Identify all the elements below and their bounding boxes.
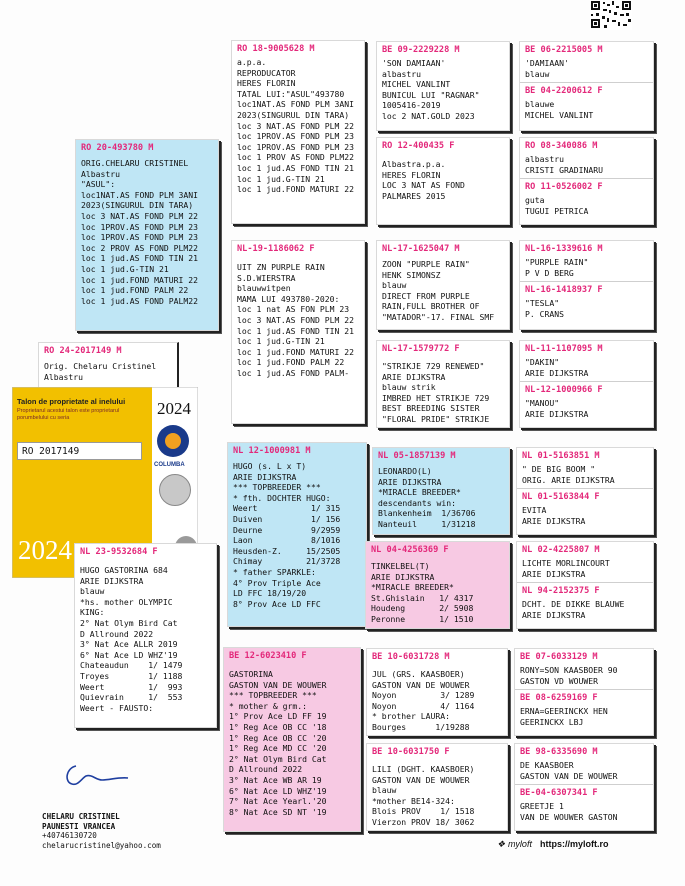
card-details: LEONARDO(L) ARIE DIJKSTRA *MIRACLE BREEDER* descendants win: Blankenheim 1/36706 Nanteuil 1/31218 <box>378 466 476 529</box>
card-details: 'DAMIAAN' blauw <box>525 58 569 79</box>
card-details: EVITA ARIE DIJKSTRA <box>522 505 586 526</box>
pedigree-card-subject-sire <box>231 40 365 224</box>
signature-icon <box>62 760 132 790</box>
certificate-ring-number: RO 2017149 <box>17 442 142 460</box>
pedigree-card-grandsire <box>376 240 510 330</box>
ring-number: BE 07-6033129 M <box>520 652 598 662</box>
card-details: a.p.a. REPRODUCATOR HERES FLORIN TATAL LUI:"ASUL"493780 loc1NAT.AS FOND PLM 3ANI 2023(SINGURUL DIN TARA) loc 3 NAT.AS FOND PLM 22 loc 1PROV.AS FOND PLM 23 loc 1PROV.AS FOND PLM 23 loc 1 PROV AS FOND PLM22 loc 1 jud.AS FOND TIN 21 loc 1 jud.G-TIN 21 loc 1 jud.FOND MATURI 22 <box>237 57 354 195</box>
card-details: blauwe MICHEL VANLINT <box>525 99 594 120</box>
pedigree-card-grandsire <box>376 41 510 131</box>
qr-code-icon <box>590 0 632 30</box>
card-details: "STRIKJE 729 RENEWED" ARIE DIJKSTRA blauw strik IMBRED HET STRIKJE 729 BEST BREEDING SISTER "FLORAL PRIDE" STRIKJE <box>382 361 490 424</box>
card-details: Orig. Chelaru Cristinel Albastru <box>44 361 157 382</box>
ring-number: RO 18-9005628 M <box>237 44 315 54</box>
card-details: Albastra.p.a. HERES FLORIN LOC 3 NAT AS FOND PALMARES 2015 <box>382 159 465 201</box>
ring-number: NL 94-2152375 F <box>517 582 653 598</box>
pedigree-card-great-grandparents <box>516 447 654 535</box>
ring-number: RO 24-2017149 M <box>44 346 122 356</box>
certificate-subtitle: Proprietarul acestui talon este proprietarul porumbelului cu seria <box>17 408 120 421</box>
card-details: guta TUGUI PETRICA <box>525 195 589 216</box>
pedigree-card-great-grandparents <box>514 743 654 831</box>
card-details: "PURPLE RAIN" P V D BERG <box>525 257 589 278</box>
card-details: ERNA=GEERINCKX HEN GEERINCKX LBJ <box>520 706 608 727</box>
card-details: HUGO (s. L x T) ARIE DIJKSTRA *** TOPBREEDER *** * fth. DOCHTER HUGO: Weert 1/ 315 Duiven 1/ 156 Deurne 9/2959 Laon 8/1016 Heusden-Z. 15/2505 Chimay 21/3728 * father SPARKLE: 4° Prov Triple Ace LD FFC 18/19/20 8° Prov Ace LD FFC <box>233 461 341 609</box>
pedigree-card-grandsire <box>366 648 508 736</box>
certificate-year-large: 2024 <box>18 535 72 565</box>
certificate-title: Talon de proprietate al inelului <box>17 397 126 406</box>
ring-number: NL 01-5163844 F <box>517 488 653 504</box>
pedigree-card-granddam <box>365 541 510 629</box>
ring-number: NL-17-1579772 F <box>382 344 460 354</box>
pedigree-card-great-grandparents <box>519 41 654 131</box>
ring-number: NL-11-1107095 M <box>525 344 603 354</box>
ring-number: NL-17-1625047 M <box>382 244 460 254</box>
pedigree-card-great-grandparents <box>519 137 654 225</box>
pedigree-card-dam <box>74 543 217 728</box>
card-details: DE KAASBOER GASTON VAN DE WOUWER <box>520 760 618 781</box>
ring-number: RO 08-340086 M <box>525 141 598 151</box>
ring-number: BE 10-6031750 F <box>372 747 450 757</box>
card-details: GASTORINA GASTON VAN DE WOUWER *** TOPBREEDER *** * mother & grm.: 1° Prov Ace LD FF 19 1° Reg Ace OB CC '18 1° Reg Ace OB CC '20 1° Reg Ace MD CC '20 2° Nat Olym Bird Cat D Allround 2022 3° Nat Ace WB AR 19 6° Nat Ace LD WHZ'19 7° Nat Ace Yearl.'20 8° Nat Ace SD NT '19 <box>229 669 327 817</box>
card-details: GREETJE 1 VAN DE WOUWER GASTON <box>520 801 618 822</box>
card-details: albastru CRISTI GRADINARU <box>525 154 603 175</box>
columba-brand: COLUMBA <box>154 462 185 468</box>
ring-number: NL 05-1857139 M <box>378 451 456 461</box>
card-details: LILI (DGHT. KAASBOER) GASTON VAN DE WOUWER blauw *mother BE14-324: Blois PROV 1/ 1518 Vierzon PROV 18/ 3062 <box>372 764 475 827</box>
ring-number: NL 01-5163851 M <box>522 451 600 461</box>
ring-number: NL 02-4225807 M <box>522 545 600 555</box>
owner-email: chelarucristinel@yahoo.com <box>42 840 161 850</box>
card-details: LICHTE MORLINCOURT ARIE DIJKSTRA <box>522 558 610 579</box>
columba-logo-icon <box>157 425 189 457</box>
certificate-year: 2024 <box>157 399 191 418</box>
owner-info <box>42 812 161 850</box>
card-details: "DAKIN" ARIE DIJKSTRA <box>525 357 589 378</box>
pedigree-card-sire <box>75 139 219 331</box>
ring-number: NL-12-1000966 F <box>520 381 653 397</box>
ring-number: BE 12-6023410 F <box>229 651 307 661</box>
pedigree-card-great-grandparents <box>514 648 654 736</box>
ring-number: BE 98-6335690 M <box>520 747 598 757</box>
footer-brand <box>497 839 608 850</box>
ring-number: RO 11-0526002 F <box>520 178 653 194</box>
ring-number: BE 04-2200612 F <box>520 82 653 98</box>
card-details: 'SON DAMIAAN' albastru MICHEL VANLINT BUNICUL LUI "RAGNAR" 1005416-2019 loc 2 NAT.GOLD 2023 <box>382 58 480 121</box>
owner-phone: +40746130720 <box>42 831 97 841</box>
card-details: ORIG.CHELARU CRISTINEL Albastru "ASUL": loc1NAT.AS FOND PLM 3ANI 2023(SINGURUL DIN TARA) loc 3 NAT.AS FOND PLM 22 loc 1PROV.AS FOND PLM 23 loc 1PROV.AS FOND PLM 23 loc 2 PROV AS FOND PLM22 loc 1 jud.AS FOND TIN 21 loc 1 jud.G-TIN 21 loc 1 jud.FOND MATURI 22 loc 1 jud.FOND PALM 22 loc 1 jud.AS FOND PALM22 <box>81 158 198 306</box>
pedigree-card-subject-dam <box>231 240 365 424</box>
card-details: DCHT. DE DIKKE BLAUWE ARIE DIJKSTRA <box>522 599 625 620</box>
ring-number: NL-19-1186062 F <box>237 244 315 254</box>
myloft-logo-icon: ❖ <box>497 840 508 850</box>
ring-number: NL 12-1000981 M <box>233 446 311 456</box>
ring-number: NL-16-1339616 M <box>525 244 603 254</box>
pedigree-card-dam <box>223 647 361 832</box>
ring-number: NL-16-1418937 F <box>520 281 653 297</box>
ring-number: BE 10-6031728 M <box>372 652 450 662</box>
card-details: TINKELBEL(T) ARIE DIJKSTRA *MIRACLE BREEDER* St.Ghislain 1/ 4317 Houdeng 2/ 5908 Peronne 1/ 1510 <box>371 561 474 624</box>
pedigree-card-granddam <box>366 743 508 831</box>
card-details: "MANOU" ARIE DIJKSTRA <box>525 398 589 419</box>
card-details: UIT ZN PURPLE RAIN S.D.WIERSTRA blauwwitpen MAMA LUI 493780-2020: loc 1 nat AS FON PLM 23 loc 3 NAT.AS FOND PLM 22 loc 1 jud.AS FOND TIN 21 loc 1 jud.G-TIN 21 loc 1 jud.FOND MATURI 22 loc 1 jud.FOND PALM 22 loc 1 jud.AS FOND PALM- <box>237 262 354 378</box>
pedigree-card-granddam <box>376 137 510 225</box>
pedigree-card-great-grandparents <box>516 541 654 629</box>
owner-place: PAUNESTI VRANCEA <box>42 821 116 831</box>
card-details: JUL (GRS. KAASBOER) GASTON VAN DE WOUWER Noyon 3/ 1289 Noyon 4/ 1164 * brother LAURA: Bourges 1/19288 <box>372 669 475 732</box>
pedigree-card-subject <box>38 342 179 390</box>
ring-number: BE-04-6307341 F <box>515 784 653 800</box>
card-details: RONY=SON KAASBOER 90 GASTON VD WOUWER <box>520 665 618 686</box>
ring-number: RO 20-493780 M <box>81 143 154 153</box>
owner-name: CHELARU CRISTINEL <box>42 812 120 821</box>
footer-link[interactable]: https://myloft.ro <box>539 839 609 849</box>
card-details: " DE BIG BOOM " ORIG. ARIE DIJKSTRA <box>522 464 615 485</box>
hologram-icon <box>159 474 191 506</box>
card-details: "TESLA" P. CRANS <box>525 298 564 319</box>
ring-number: BE 06-2215005 M <box>525 45 603 55</box>
pedigree-card-great-grandparents <box>519 240 654 330</box>
pedigree-card-granddam <box>376 340 510 428</box>
ring-number: BE 08-6259169 F <box>515 689 653 705</box>
brand-name: myloft <box>507 839 532 849</box>
pedigree-card-great-grandparents <box>519 340 654 428</box>
card-details: ZOON "PURPLE RAIN" HENK SIMONSZ blauw DIRECT FROM PURPLE RAIN,FULL BROTHER OF "MATADOR"-17. FINAL SMF <box>382 259 495 322</box>
ring-number: NL 04-4256369 F <box>371 545 449 555</box>
ring-number: NL 23-9532684 F <box>80 547 158 557</box>
pedigree-card-grandsire <box>372 447 510 535</box>
ring-number: BE 09-2229228 M <box>382 45 460 55</box>
card-details: HUGO GASTORINA 684 ARIE DIJKSTRA blauw *hs. mother OLYMPIC KING: 2° Nat Olym Bird Cat D Allround 2022 3° Nat Ace ALLR 2019 6° Nat Ace LD WHZ'19 Chateaudun 1/ 1479 Troyes 1/ 1188 Weert 1/ 993 Quievrain 1/ 553 Weert - FAUSTO: <box>80 565 183 713</box>
pedigree-card-sire <box>227 442 367 627</box>
ring-number: RO 12-400435 F <box>382 141 455 151</box>
